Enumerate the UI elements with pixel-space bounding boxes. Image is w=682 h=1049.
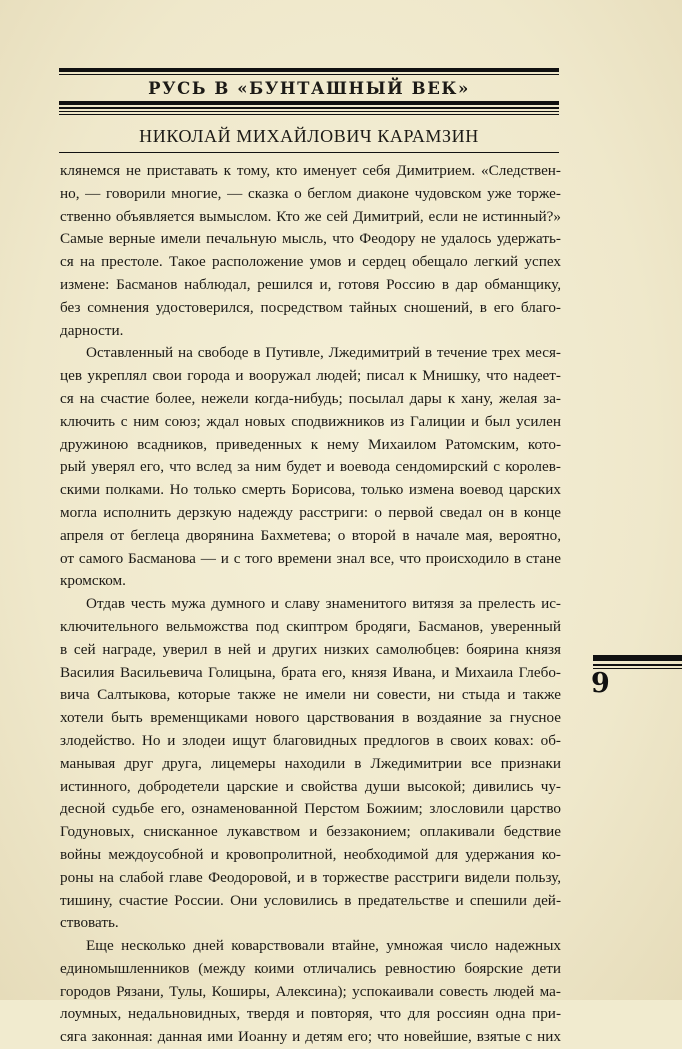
paragraph [60,935,561,1049]
text-line: десной судьбе его, ознаменованной Перстом Божиим; злословили царство [60,800,561,818]
text-line: Оставленный на свободе в Путивле, Лжедимитрий в течение трех меся- [86,344,561,362]
text-line: рый уверял его, что вслед за ним будет и воевода сендомирский с королев- [60,458,561,476]
header-rule-stack [59,101,559,115]
author-name: НИКОЛАЙ МИХАЙЛОВИЧ КАРАМЗИН [139,126,479,146]
text-line: Василия Васильевича Голицына, брата его, князя Ивана, и Михаила Глебо- [60,663,561,681]
text-line: апреля от беглеца дворянина Бахметева; о второй в начале мая, вероятно, [60,526,561,544]
header-top-thin-rule [59,74,559,75]
text-line: вича Салтыкова, которые также не имели ни совести, ни стыда и также [60,686,561,704]
text-line: ственно объявляется вымыслом. Кто же сей Димитрий, если не истинный?» [60,207,561,225]
text-line: от самого Басманова — и с того времени знал все, что происходило в стане [60,549,561,567]
text-line: тишину, счастие России. Они условились в предательстве и спешили дей- [60,891,561,909]
text-line: единомышленников (между коими отличались ревностию боярские дети [60,959,561,977]
page-tab-marker [593,655,682,669]
text-line: Самые верные имели печальную мысль, что Феодору не удалось удержать- [60,230,561,248]
text-line: измене: Басманов наблюдал, решился и, готовя Россию в дар обманщику, [60,275,561,293]
page-number: 9 [591,668,610,699]
text-line: могла исполнить дерзкую надежду расстриги: о первой сведал он в конце [60,503,561,521]
text-line: скими полками. Но только смерть Борисова, только измена воевод царских [60,481,561,499]
series-title: РУСЬ В «БУНТАШНЫЙ ВЕК» [148,79,470,98]
text-line: лоумных, недальновидных, твердя и повторяя, что для россиян одна при- [60,1005,561,1023]
text-line: Отдав честь мужа думного и славу знаменитого витязя за прелесть ис- [86,595,561,613]
text-line: цев укреплял свои города и вооружал людей; писал к Мнишку, что надеет- [60,367,561,385]
text-line: войны междоусобной и кровопролитной, необходимой для удержания ко- [60,845,561,863]
text-line: истинного, добродетели царские и свойства души высокой; дивились чу- [60,777,561,795]
text-line: без сомнения удостоверился, посредством тайных сношений, в его благо- [60,298,561,316]
header-top-rule [59,68,559,72]
running-header [59,68,559,153]
text-line: кромском. [60,572,126,590]
text-line: злодейство. Но и злодеи ищут благовидных предлогов в своих ковах: об- [60,731,561,749]
text-line: Годуновых, снисканное лукавством и беззаконием; оплакивали бедствие [60,823,561,841]
text-line: ключительного вельможства под скиптром бродяги, Басманов, уверенный [60,617,561,635]
text-line: в сей награде, уверил в ней и других низких самолюбцев: боярина князя [60,640,561,658]
text-line: ся на счастие более, нежели когда-нибудь; посылал дары к хану, желая за- [60,389,561,407]
text-line: дарности. [60,321,124,339]
text-line: манывая друг друга, лицемеры находили в Лжедимитрии все признаки [60,754,561,772]
text-line: ся на престоле. Такое расположение умов и сердец обещало легкий успех [60,253,561,271]
text-line: Еще несколько дней коварствовали втайне, умножая число надежных [86,937,561,955]
paragraph [60,593,561,935]
author-underline [59,152,559,153]
text-line: хотели быть временщиками нового царствования в воздаяние за гнусное [60,709,561,727]
text-line: клянемся не приставать к тому, кто именует себя Димитрием. «Следствен- [60,162,561,179]
paragraph [60,160,561,342]
text-line: ключить с ним союз; ждал новых сподвижников из Галиции и был усилен [60,412,561,430]
text-line: роны на слабой главе Феодоровой, и в торжестве расстриги видели пользу, [60,868,561,886]
main-text [60,160,561,1049]
paragraph [60,342,561,593]
text-line: но, — говорили многие, — сказка о беглом диаконе чудовском уже торже- [60,184,561,202]
text-line: ствовать. [60,914,119,932]
text-line: сяга законная: данная ими Иоанну и детям его; что новейшие, взятые с них [60,1028,561,1046]
text-line: дружиною всадников, приведенных к нему Михаилом Ратомским, кото- [60,435,561,453]
text-line: городов Рязани, Тулы, Коширы, Алексина); успокаивали совесть людей ма- [60,982,561,1000]
